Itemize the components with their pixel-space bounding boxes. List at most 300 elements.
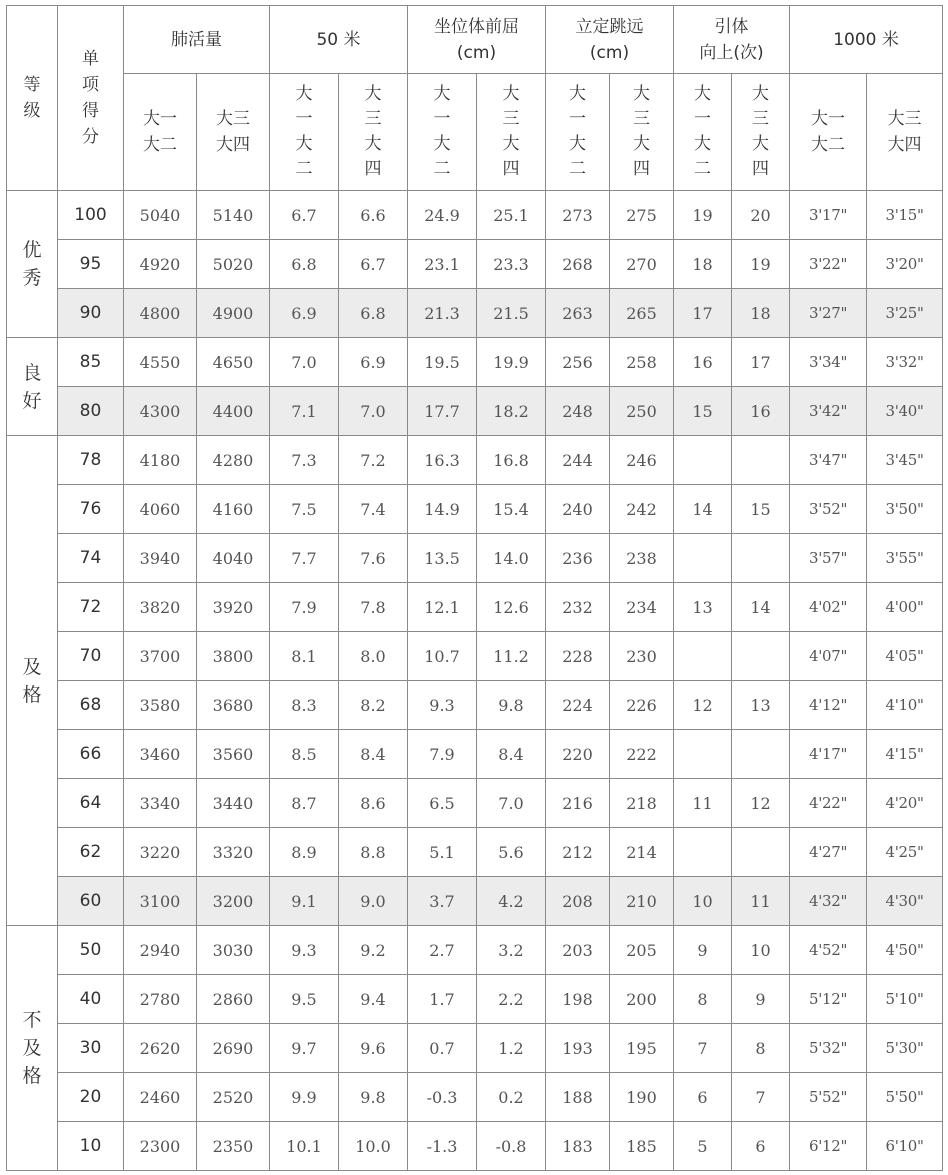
value-cell: 240 xyxy=(546,485,610,534)
value-cell: 238 xyxy=(610,534,674,583)
value-cell: 3320 xyxy=(197,828,270,877)
value-cell: 8.4 xyxy=(477,730,546,779)
value-cell: 10 xyxy=(732,926,790,975)
value-cell: 4'07" xyxy=(790,632,867,681)
value-cell: 222 xyxy=(610,730,674,779)
value-cell: 3560 xyxy=(197,730,270,779)
value-cell: 3'27" xyxy=(790,289,867,338)
value-cell: 2620 xyxy=(124,1024,197,1073)
value-cell: 9 xyxy=(674,926,732,975)
value-cell: 3800 xyxy=(197,632,270,681)
value-cell: 15 xyxy=(674,387,732,436)
value-cell: 3'32" xyxy=(867,338,943,387)
value-cell: 5.1 xyxy=(408,828,477,877)
value-cell: 3'17" xyxy=(790,191,867,240)
value-cell: 1.2 xyxy=(477,1024,546,1073)
value-cell: 9.3 xyxy=(270,926,339,975)
value-cell: 242 xyxy=(610,485,674,534)
value-cell: 4'30" xyxy=(867,877,943,926)
value-cell: 2940 xyxy=(124,926,197,975)
value-cell: 7.0 xyxy=(477,779,546,828)
value-cell: 9.4 xyxy=(339,975,408,1024)
table-row xyxy=(7,485,943,534)
value-cell: 3200 xyxy=(197,877,270,926)
value-cell: 4'17" xyxy=(790,730,867,779)
table-row xyxy=(7,191,943,240)
table-row xyxy=(7,1024,943,1073)
value-cell: 3700 xyxy=(124,632,197,681)
value-cell: 7.5 xyxy=(270,485,339,534)
value-cell: 2460 xyxy=(124,1073,197,1122)
value-cell xyxy=(732,730,790,779)
value-cell: 8.0 xyxy=(339,632,408,681)
value-cell: 8.6 xyxy=(339,779,408,828)
value-cell: 5'32" xyxy=(790,1024,867,1073)
value-cell: 216 xyxy=(546,779,610,828)
value-cell: 208 xyxy=(546,877,610,926)
table-row xyxy=(7,632,943,681)
value-cell: 3'47" xyxy=(790,436,867,485)
table-row xyxy=(7,583,943,632)
grade-level-label: 良 好 xyxy=(7,338,58,436)
value-cell: 9 xyxy=(732,975,790,1024)
table-row xyxy=(7,779,943,828)
value-cell: 4'02" xyxy=(790,583,867,632)
value-cell: 3'40" xyxy=(867,387,943,436)
value-cell: 21.5 xyxy=(477,289,546,338)
value-cell: 3100 xyxy=(124,877,197,926)
value-cell: 4'00" xyxy=(867,583,943,632)
value-cell: 12 xyxy=(732,779,790,828)
value-cell: 12.6 xyxy=(477,583,546,632)
value-cell: 6'10" xyxy=(867,1122,943,1171)
table-row xyxy=(7,240,943,289)
value-cell: 228 xyxy=(546,632,610,681)
grade-level-label: 优 秀 xyxy=(7,191,58,338)
value-cell: 4040 xyxy=(197,534,270,583)
value-cell xyxy=(674,534,732,583)
value-cell: 7 xyxy=(732,1073,790,1122)
value-cell: 232 xyxy=(546,583,610,632)
value-cell: 17.7 xyxy=(408,387,477,436)
value-cell: 0.2 xyxy=(477,1073,546,1122)
value-cell: 3'52" xyxy=(790,485,867,534)
value-cell: 5140 xyxy=(197,191,270,240)
score-cell: 50 xyxy=(58,926,124,975)
value-cell: -0.8 xyxy=(477,1122,546,1171)
value-cell: 8.4 xyxy=(339,730,408,779)
value-cell: 11.2 xyxy=(477,632,546,681)
value-cell: 188 xyxy=(546,1073,610,1122)
sprint-50m-header: 50 米 xyxy=(270,6,408,74)
score-cell: 78 xyxy=(58,436,124,485)
value-cell: 16 xyxy=(732,387,790,436)
value-cell: 265 xyxy=(610,289,674,338)
value-cell: 2520 xyxy=(197,1073,270,1122)
value-cell: 2350 xyxy=(197,1122,270,1171)
value-cell: 4'10" xyxy=(867,681,943,730)
table-row xyxy=(7,730,943,779)
value-cell: 11 xyxy=(674,779,732,828)
score-cell: 30 xyxy=(58,1024,124,1073)
value-cell: 17 xyxy=(674,289,732,338)
value-cell: 3'20" xyxy=(867,240,943,289)
value-cell xyxy=(732,534,790,583)
score-cell: 100 xyxy=(58,191,124,240)
value-cell: 6.7 xyxy=(270,191,339,240)
value-cell: 16.8 xyxy=(477,436,546,485)
value-cell: 18 xyxy=(674,240,732,289)
table-body xyxy=(7,191,943,1171)
grade-level-label: 不 及 格 xyxy=(7,926,58,1171)
value-cell: 203 xyxy=(546,926,610,975)
value-cell: 7.9 xyxy=(270,583,339,632)
value-cell: 8.8 xyxy=(339,828,408,877)
table-row xyxy=(7,828,943,877)
value-cell: 3'25" xyxy=(867,289,943,338)
table-row xyxy=(7,926,943,975)
value-cell xyxy=(674,828,732,877)
value-cell: 14.9 xyxy=(408,485,477,534)
score-cell: 72 xyxy=(58,583,124,632)
value-cell: 6.9 xyxy=(270,289,339,338)
value-cell: 9.6 xyxy=(339,1024,408,1073)
value-cell: 4060 xyxy=(124,485,197,534)
value-cell: 7.6 xyxy=(339,534,408,583)
value-cell: 4650 xyxy=(197,338,270,387)
value-cell: 19 xyxy=(732,240,790,289)
grade-level-label: 及 格 xyxy=(7,436,58,926)
value-cell: 4920 xyxy=(124,240,197,289)
value-cell: 5'12" xyxy=(790,975,867,1024)
value-cell: 193 xyxy=(546,1024,610,1073)
value-cell: 7.3 xyxy=(270,436,339,485)
value-cell: 6.8 xyxy=(339,289,408,338)
table-row xyxy=(7,534,943,583)
value-cell: 7.7 xyxy=(270,534,339,583)
value-cell: 10.7 xyxy=(408,632,477,681)
grade-year-subheader: 大 三 大 四 xyxy=(477,74,546,191)
value-cell: 13 xyxy=(732,681,790,730)
value-cell: 16.3 xyxy=(408,436,477,485)
value-cell: 210 xyxy=(610,877,674,926)
grade-year-subheader: 大 三 大 四 xyxy=(610,74,674,191)
value-cell: 7 xyxy=(674,1024,732,1073)
value-cell: 15.4 xyxy=(477,485,546,534)
value-cell: 8.3 xyxy=(270,681,339,730)
score-column-header: 单 项 得 分 xyxy=(58,6,124,191)
value-cell: 230 xyxy=(610,632,674,681)
value-cell: 8 xyxy=(674,975,732,1024)
value-cell: 4400 xyxy=(197,387,270,436)
value-cell xyxy=(732,436,790,485)
value-cell: 18 xyxy=(732,289,790,338)
value-cell: 14 xyxy=(674,485,732,534)
value-cell: 5 xyxy=(674,1122,732,1171)
value-cell: 205 xyxy=(610,926,674,975)
value-cell: 2780 xyxy=(124,975,197,1024)
value-cell: 23.3 xyxy=(477,240,546,289)
grade-year-subheader: 大三 大四 xyxy=(867,74,943,191)
value-cell: 3920 xyxy=(197,583,270,632)
value-cell: 6 xyxy=(732,1122,790,1171)
value-cell: 9.3 xyxy=(408,681,477,730)
value-cell: 3'50" xyxy=(867,485,943,534)
grade-year-subheader: 大 一 大 二 xyxy=(270,74,339,191)
run-1000m-header: 1000 米 xyxy=(790,6,943,74)
value-cell: 19 xyxy=(674,191,732,240)
value-cell: 4'12" xyxy=(790,681,867,730)
value-cell: 11 xyxy=(732,877,790,926)
value-cell: 3440 xyxy=(197,779,270,828)
value-cell: 3'45" xyxy=(867,436,943,485)
score-cell: 76 xyxy=(58,485,124,534)
value-cell: 214 xyxy=(610,828,674,877)
value-cell: 4280 xyxy=(197,436,270,485)
value-cell: 236 xyxy=(546,534,610,583)
value-cell: 8.7 xyxy=(270,779,339,828)
value-cell: 6.8 xyxy=(270,240,339,289)
value-cell: 8.2 xyxy=(339,681,408,730)
value-cell: 3'15" xyxy=(867,191,943,240)
grade-year-subheader: 大一 大二 xyxy=(124,74,197,191)
value-cell: 275 xyxy=(610,191,674,240)
value-cell: 3680 xyxy=(197,681,270,730)
value-cell: 12 xyxy=(674,681,732,730)
value-cell: 4'15" xyxy=(867,730,943,779)
value-cell: 4900 xyxy=(197,289,270,338)
score-standards-table xyxy=(6,5,943,1171)
value-cell: 4160 xyxy=(197,485,270,534)
value-cell: 3340 xyxy=(124,779,197,828)
score-cell: 20 xyxy=(58,1073,124,1122)
vital-capacity-header: 肺活量 xyxy=(124,6,270,74)
table-row xyxy=(7,436,943,485)
value-cell: 4'22" xyxy=(790,779,867,828)
standards-table-container xyxy=(6,5,943,1171)
value-cell: 244 xyxy=(546,436,610,485)
value-cell xyxy=(732,828,790,877)
value-cell: 5'50" xyxy=(867,1073,943,1122)
value-cell: 3'42" xyxy=(790,387,867,436)
value-cell: 3820 xyxy=(124,583,197,632)
value-cell: 200 xyxy=(610,975,674,1024)
value-cell: 10.1 xyxy=(270,1122,339,1171)
value-cell: 4550 xyxy=(124,338,197,387)
value-cell: 2690 xyxy=(197,1024,270,1073)
table-row xyxy=(7,1073,943,1122)
pull-up-header: 引体 向上(次) xyxy=(674,6,790,74)
table-header xyxy=(7,6,943,191)
score-cell: 40 xyxy=(58,975,124,1024)
value-cell: 4'52" xyxy=(790,926,867,975)
value-cell: 6.6 xyxy=(339,191,408,240)
value-cell: 7.0 xyxy=(270,338,339,387)
value-cell: 7.1 xyxy=(270,387,339,436)
value-cell: 8.5 xyxy=(270,730,339,779)
score-cell: 95 xyxy=(58,240,124,289)
value-cell: 1.7 xyxy=(408,975,477,1024)
value-cell: 6.5 xyxy=(408,779,477,828)
value-cell: 7.0 xyxy=(339,387,408,436)
value-cell: 5020 xyxy=(197,240,270,289)
value-cell: 4.2 xyxy=(477,877,546,926)
value-cell: 17 xyxy=(732,338,790,387)
value-cell: 12.1 xyxy=(408,583,477,632)
value-cell: 3580 xyxy=(124,681,197,730)
value-cell: 14.0 xyxy=(477,534,546,583)
value-cell: 25.1 xyxy=(477,191,546,240)
value-cell: 9.8 xyxy=(339,1073,408,1122)
sit-and-reach-header: 坐位体前屈 (cm) xyxy=(408,6,546,74)
value-cell: 7.4 xyxy=(339,485,408,534)
table-row xyxy=(7,975,943,1024)
value-cell: 6.9 xyxy=(339,338,408,387)
score-cell: 74 xyxy=(58,534,124,583)
value-cell: 3030 xyxy=(197,926,270,975)
value-cell: 5'30" xyxy=(867,1024,943,1073)
value-cell: 3.7 xyxy=(408,877,477,926)
value-cell: 7.2 xyxy=(339,436,408,485)
score-cell: 64 xyxy=(58,779,124,828)
value-cell: 248 xyxy=(546,387,610,436)
value-cell: 5'10" xyxy=(867,975,943,1024)
value-cell: 2.7 xyxy=(408,926,477,975)
value-cell: 198 xyxy=(546,975,610,1024)
value-cell: -1.3 xyxy=(408,1122,477,1171)
value-cell: 183 xyxy=(546,1122,610,1171)
table-row xyxy=(7,1122,943,1171)
value-cell: 256 xyxy=(546,338,610,387)
value-cell: 6'12" xyxy=(790,1122,867,1171)
value-cell: 3'22" xyxy=(790,240,867,289)
value-cell: 15 xyxy=(732,485,790,534)
value-cell: 4'25" xyxy=(867,828,943,877)
value-cell: 13.5 xyxy=(408,534,477,583)
value-cell: 3940 xyxy=(124,534,197,583)
value-cell: 3220 xyxy=(124,828,197,877)
grade-column-header: 等 级 xyxy=(7,6,58,191)
value-cell: 4800 xyxy=(124,289,197,338)
value-cell: 2.2 xyxy=(477,975,546,1024)
grade-year-subheader: 大一 大二 xyxy=(790,74,867,191)
table-row xyxy=(7,877,943,926)
value-cell xyxy=(674,632,732,681)
value-cell xyxy=(674,436,732,485)
value-cell: 9.1 xyxy=(270,877,339,926)
value-cell: 23.1 xyxy=(408,240,477,289)
value-cell: 5040 xyxy=(124,191,197,240)
value-cell: 258 xyxy=(610,338,674,387)
value-cell: 9.0 xyxy=(339,877,408,926)
value-cell: 8 xyxy=(732,1024,790,1073)
value-cell: 9.5 xyxy=(270,975,339,1024)
grade-year-subheader: 大 一 大 二 xyxy=(408,74,477,191)
value-cell: 9.7 xyxy=(270,1024,339,1073)
value-cell: 6 xyxy=(674,1073,732,1122)
value-cell: 224 xyxy=(546,681,610,730)
value-cell: 18.2 xyxy=(477,387,546,436)
value-cell: 19.5 xyxy=(408,338,477,387)
grade-year-subheader: 大 三 大 四 xyxy=(339,74,408,191)
score-cell: 62 xyxy=(58,828,124,877)
value-cell: 246 xyxy=(610,436,674,485)
value-cell: 5.6 xyxy=(477,828,546,877)
score-cell: 85 xyxy=(58,338,124,387)
value-cell: 218 xyxy=(610,779,674,828)
value-cell: 268 xyxy=(546,240,610,289)
value-cell: 4180 xyxy=(124,436,197,485)
value-cell: 8.1 xyxy=(270,632,339,681)
value-cell: -0.3 xyxy=(408,1073,477,1122)
value-cell: 3.2 xyxy=(477,926,546,975)
value-cell xyxy=(674,730,732,779)
value-cell: 19.9 xyxy=(477,338,546,387)
value-cell: 185 xyxy=(610,1122,674,1171)
table-row xyxy=(7,289,943,338)
value-cell: 4'50" xyxy=(867,926,943,975)
value-cell: 9.8 xyxy=(477,681,546,730)
value-cell: 4'05" xyxy=(867,632,943,681)
value-cell: 3460 xyxy=(124,730,197,779)
value-cell: 24.9 xyxy=(408,191,477,240)
table-row xyxy=(7,387,943,436)
grade-year-subheader: 大 三 大 四 xyxy=(732,74,790,191)
score-cell: 10 xyxy=(58,1122,124,1171)
value-cell: 7.9 xyxy=(408,730,477,779)
value-cell: 4'32" xyxy=(790,877,867,926)
value-cell: 5'52" xyxy=(790,1073,867,1122)
score-cell: 80 xyxy=(58,387,124,436)
value-cell: 195 xyxy=(610,1024,674,1073)
value-cell: 13 xyxy=(674,583,732,632)
value-cell: 270 xyxy=(610,240,674,289)
value-cell: 190 xyxy=(610,1073,674,1122)
value-cell: 16 xyxy=(674,338,732,387)
value-cell: 6.7 xyxy=(339,240,408,289)
value-cell: 20 xyxy=(732,191,790,240)
value-cell: 212 xyxy=(546,828,610,877)
value-cell: 9.2 xyxy=(339,926,408,975)
table-row xyxy=(7,338,943,387)
value-cell: 273 xyxy=(546,191,610,240)
grade-year-subheader: 大 一 大 二 xyxy=(674,74,732,191)
score-cell: 90 xyxy=(58,289,124,338)
value-cell: 3'57" xyxy=(790,534,867,583)
value-cell: 4300 xyxy=(124,387,197,436)
value-cell: 10.0 xyxy=(339,1122,408,1171)
value-cell: 226 xyxy=(610,681,674,730)
value-cell: 234 xyxy=(610,583,674,632)
value-cell: 0.7 xyxy=(408,1024,477,1073)
value-cell: 4'20" xyxy=(867,779,943,828)
value-cell: 14 xyxy=(732,583,790,632)
score-cell: 66 xyxy=(58,730,124,779)
score-cell: 60 xyxy=(58,877,124,926)
score-cell: 70 xyxy=(58,632,124,681)
value-cell: 250 xyxy=(610,387,674,436)
grade-year-subheader: 大三 大四 xyxy=(197,74,270,191)
value-cell: 2860 xyxy=(197,975,270,1024)
value-cell xyxy=(732,632,790,681)
value-cell: 9.9 xyxy=(270,1073,339,1122)
score-cell: 68 xyxy=(58,681,124,730)
value-cell: 4'27" xyxy=(790,828,867,877)
grade-year-subheader: 大 一 大 二 xyxy=(546,74,610,191)
value-cell: 3'55" xyxy=(867,534,943,583)
value-cell: 263 xyxy=(546,289,610,338)
value-cell: 8.9 xyxy=(270,828,339,877)
